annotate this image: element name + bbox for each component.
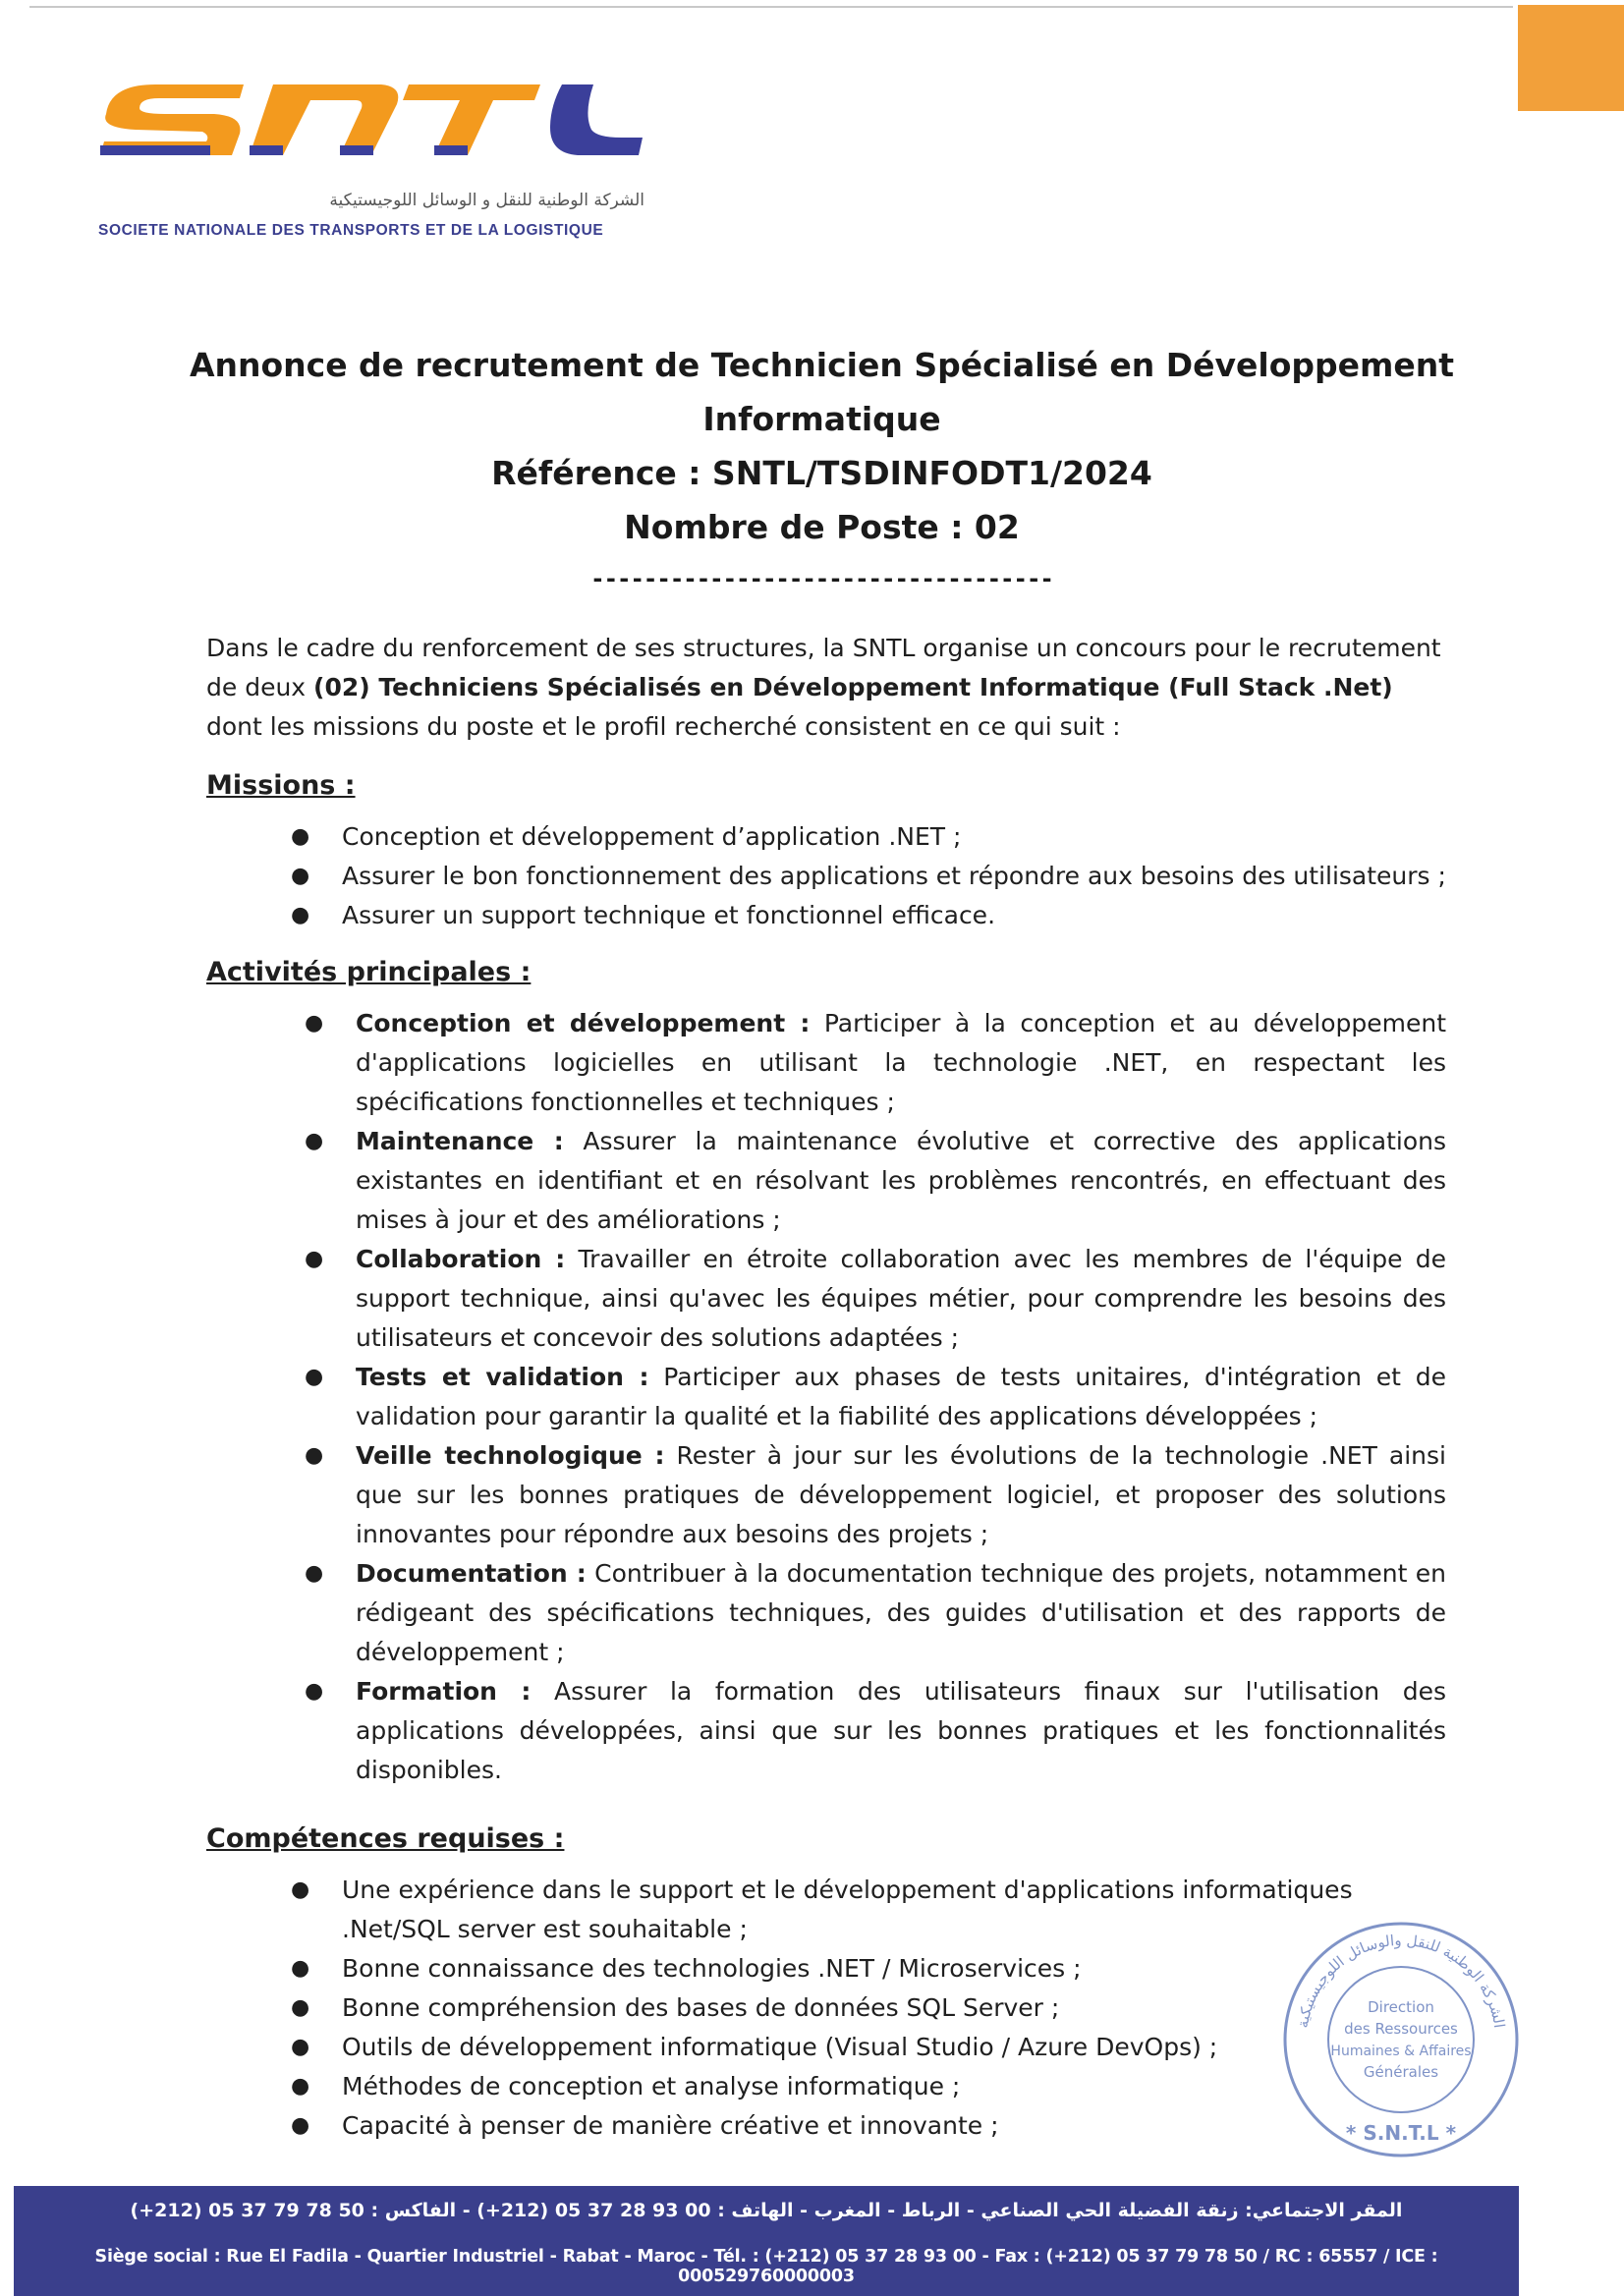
activity-lead: Formation : [356, 1677, 532, 1706]
sntl-logo [96, 75, 646, 173]
company-name: SOCIETE NATIONALE DES TRANSPORTS ET DE LA LOGISTIQUE [98, 222, 604, 239]
top-border-line [29, 6, 1513, 8]
list-item [206, 857, 1446, 896]
title-separator: ----------------------------------- [590, 565, 1053, 592]
bullet-icon: ● [291, 903, 310, 927]
activity-lead: Tests et validation : [356, 1363, 649, 1391]
list-item [206, 1240, 1446, 1358]
stamp-line-4: Générales [1363, 2063, 1439, 2081]
bullet-icon: ● [305, 1561, 324, 1586]
activities-list [206, 1004, 1446, 1790]
list-item [206, 1004, 1446, 1122]
stamp-arabic-ring: الشركة الوطنية للنقل والوسائل اللوجيستيكية [1293, 1931, 1509, 2030]
stamp-bottom-text: * S.N.T.L * [1345, 2121, 1457, 2145]
activity-text: Assurer la formation des utilisateurs finaux sur l'utilisation des applications développées, ainsi que sur les bonnes pratiques et les fonctionnalités disponibles. [356, 1677, 1446, 1784]
footer-bar [14, 2186, 1519, 2296]
company-arabic-name: الشركة الوطنية للنقل و الوسائل اللوجيستيكية [329, 191, 644, 210]
bullet-icon: ● [291, 2113, 310, 2138]
activity-lead: Maintenance : [356, 1127, 564, 1155]
bullet-icon: ● [305, 1679, 324, 1704]
list-item [206, 2028, 1446, 2067]
skills-heading: Compétences requises : [206, 1823, 565, 1854]
skill-text: Méthodes de conception et analyse informatique ; [342, 2072, 961, 2100]
activity-text: Rester à jour sur les évolutions de la technologie .NET ainsi que sur les bonnes pratiques de développement logiciel, et proposer des solutions innovantes pour répondre aux besoins des projets ; [356, 1441, 1446, 1548]
activity-text: Participer à la conception et au développement d'applications logicielles en utilisant la technologie .NET, en respectant les spécifications fonctionnelles et techniques ; [356, 1009, 1446, 1116]
intro-text-2: dont les missions du poste et le profil recherché consistent en ce qui suit : [206, 712, 1121, 741]
list-item [206, 1988, 1446, 2028]
list-item [206, 1554, 1446, 1672]
list-item [206, 1949, 1446, 1988]
skill-text: Bonne connaissance des technologies .NET / Microservices ; [342, 1954, 1082, 1983]
bullet-icon: ● [291, 864, 310, 888]
activity-lead: Veille technologique : [356, 1441, 665, 1470]
title-line-2: Informatique [702, 400, 941, 438]
bullet-icon: ● [291, 824, 310, 849]
corner-tab [1518, 5, 1624, 111]
stamp-line-1: Direction [1368, 1998, 1434, 2016]
activities-heading: Activités principales : [206, 957, 532, 987]
bullet-icon: ● [291, 2035, 310, 2059]
skill-text: Outils de développement informatique (Visual Studio / Azure DevOps) ; [342, 2033, 1218, 2061]
bullet-icon: ● [291, 1995, 310, 2020]
footer-french-address: Siège social : Rue El Fadila - Quartier Industriel - Rabat - Maroc - Tél. : (+212) 05 37 28 93 00 - Fax : (+212) 05 37 79 78 50 / RC : 65557 / ICE : 000529760000003 [94, 2247, 1438, 2286]
list-item [206, 817, 1446, 857]
skill-text: Capacité à penser de manière créative et innovante ; [342, 2111, 999, 2140]
hr-department-stamp [1277, 1916, 1525, 2163]
activity-text: Contribuer à la documentation technique des projets, notamment en rédigeant des spécifications techniques, des guides d'utilisation et des rapports de développement ; [356, 1559, 1446, 1666]
activity-text: Participer aux phases de tests unitaires, d'intégration et de validation pour garantir la qualité et la fiabilité des applications développées ; [356, 1363, 1446, 1430]
list-item [206, 1122, 1446, 1240]
list-item [206, 896, 1446, 935]
bullet-icon: ● [305, 1443, 324, 1468]
announcement-title-block [177, 338, 1467, 597]
bullet-icon: ● [291, 2074, 310, 2099]
bullet-icon: ● [305, 1247, 324, 1271]
intro-text-1: Dans le cadre du renforcement de ses structures, la SNTL organise un concours pour le recrutement de deux [206, 634, 1441, 701]
stamp-line-3: Humaines & Affaires [1330, 2044, 1472, 2059]
bullet-icon: ● [305, 1129, 324, 1153]
activity-lead: Conception et développement : [356, 1009, 811, 1037]
list-item [206, 1436, 1446, 1554]
bullet-icon: ● [291, 1877, 310, 1902]
list-item [206, 2106, 1446, 2146]
skill-text: Une expérience dans le support et le développement d'applications informatiques .Net/SQL server est souhaitable ; [342, 1876, 1353, 1943]
bullet-icon: ● [305, 1011, 324, 1036]
list-item [206, 1672, 1446, 1790]
mission-text: Assurer le bon fonctionnement des applications et répondre aux besoins des utilisateurs ; [342, 862, 1446, 890]
list-item [206, 1358, 1446, 1436]
skills-list [206, 1871, 1446, 2146]
activity-lead: Collaboration : [356, 1245, 566, 1273]
title-line-1: Annonce de recrutement de Technicien Spécialisé en Développement [189, 346, 1455, 384]
activity-lead: Documentation : [356, 1559, 587, 1588]
list-item [206, 2067, 1446, 2106]
positions-count: Nombre de Poste : 02 [624, 508, 1020, 546]
activity-text: Assurer la maintenance évolutive et corrective des applications existantes en identifiant et en résolvant les problèmes rencontrés, en effectuant des mises à jour et des améliorations ; [356, 1127, 1446, 1234]
intro-paragraph [206, 629, 1446, 747]
bullet-icon: ● [291, 1956, 310, 1981]
bullet-icon: ● [305, 1365, 324, 1389]
reference-line: Référence : SNTL/TSDINFODT1/2024 [491, 454, 1152, 492]
missions-list [206, 817, 1446, 935]
missions-heading: Missions : [206, 770, 356, 801]
announcement-body [206, 629, 1446, 2161]
mission-text: Conception et développement d’application .NET ; [342, 822, 962, 851]
intro-bold-text: (02) Techniciens Spécialisés en Développement Informatique (Full Stack .Net) [313, 673, 1393, 701]
list-item [206, 1871, 1446, 1949]
stamp-line-2: des Ressources [1344, 2020, 1458, 2038]
activity-text: Travailler en étroite collaboration avec les membres de l'équipe de support technique, ainsi qu'avec les équipes métier, pour comprendre les besoins des utilisateurs et concevoir des solutions adaptées ; [356, 1245, 1446, 1352]
footer-arabic-address: المقر الاجتماعي: زنقة الفضيلة الحي الصناعي - الرباط - المغرب - الهاتف : 00 93 28 37 05 (212+) - الفاكس : 50 78 79 37 05 (212+) [130, 2200, 1403, 2221]
mission-text: Assurer un support technique et fonctionnel efficace. [342, 901, 996, 929]
skill-text: Bonne compréhension des bases de données SQL Server ; [342, 1993, 1060, 2022]
